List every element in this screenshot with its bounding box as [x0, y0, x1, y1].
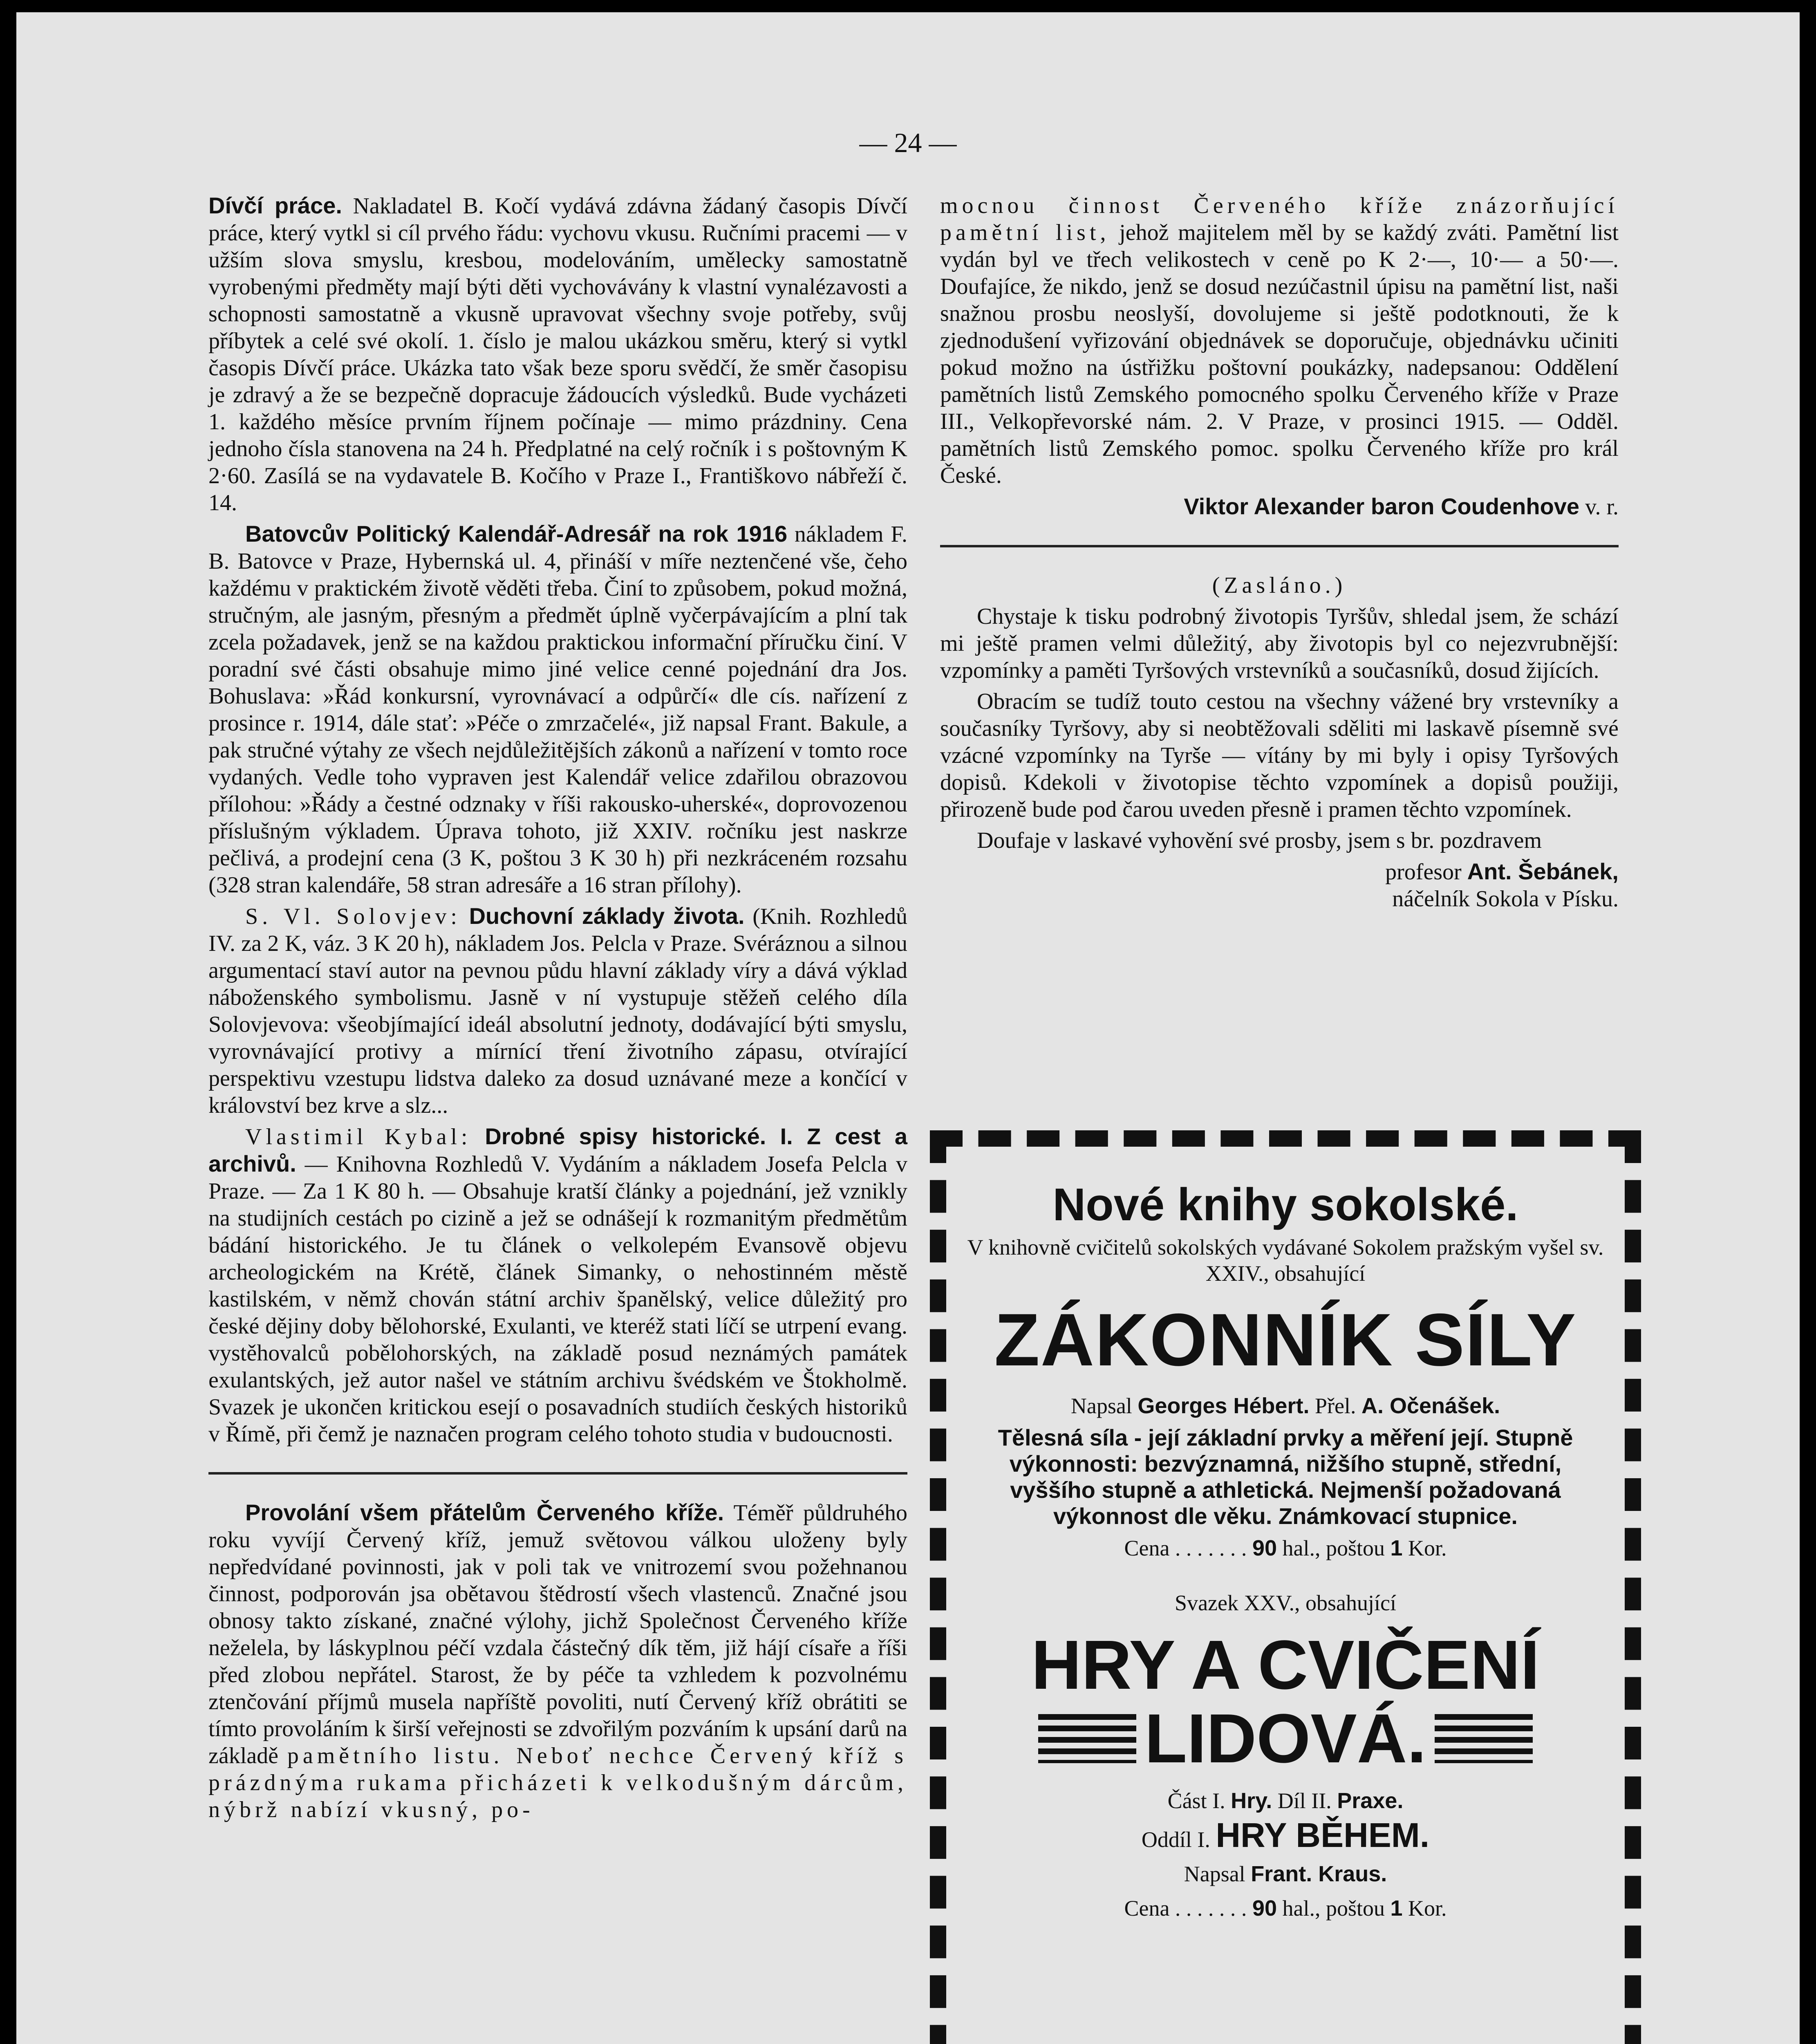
ad-dots: . . . . . . . — [1175, 1896, 1247, 1921]
page-sheet — [16, 12, 1800, 2044]
decorative-stripes — [1435, 1714, 1533, 1763]
signature-name: Ant. Šebánek, — [1467, 858, 1619, 884]
ad-section-line — [967, 1816, 1604, 1854]
ad-title-lidova: LIDOVÁ. — [1144, 1700, 1426, 1777]
article-text: (Knih. Rozhledů IV. za 2 K, váz. 3 K 20 h), nákladem Jos. Pelcla v Praze. Svéráznou a silnou argumentací staví autor na pevnou půdu hlavní základy víry a dává výklad náboženského symbolismu. Jasně v ní vystupuje stěžeň celého díla Solovjevova: všeobjímající ideál absolutní jednoty, dodávající býti smyslu, vyrovnávající protivy a mírnící tření životního zápasu, otvírající perspektivu vzestupu lidstva daleko za dosud uznávané meze a končící v království bez krve a slz... — [208, 904, 908, 1118]
article-heading: Drobné spisy historické. I. Z cest a archivů. — [208, 1123, 908, 1177]
signature-sebanek — [940, 858, 1619, 912]
zaslano-paragraph: Doufaje v laskavé vyhovění své prosby, jsem s br. pozdravem — [977, 828, 1542, 853]
article-text: jehož majitelem měl by se každý zváti. Pamětní list vydán byl ve třech velikostech v ceně po K 2·—, 10·— a 50·—. Doufajíce, že nikdo, jenž se dosud nezúčastnil úpisu na pamětní list, naši snažnou prosbu neoslyší, dovolujeme si ještě podotknouti, že k zjednodušení vyřizování objednávek se doporučuje, objednávku učiniti pokud možno na ústřižku poštovní poukázky, nadepsanou: Oddělení pamětních listů Zemského pomocného spolku Červeného kříže v Praze III., Velkopřevorské nám. 2. V Praze, v prosinci 1915. — Odděl. pamětních listů Zemského pomoc. spolku Červeného kříže pro král České. — [940, 220, 1619, 488]
zaslano-paragraph: Obracím se tudíž touto cestou na všechny vážené bry vrstevníky a současníky Tyršovy, aby si neobtěžovali sděliti mi laskavě písemně své vzácné vzpomínky na Tyrše — vítány by mi byly i opisy Tyršových dopisů. Kdekoli v životopise těchto vzpomínek a dopisů použiji, přirozeně bude pod čarou uveden přesně i pramen těchto vzpomínek. — [940, 689, 1619, 822]
ad-label: Přel. — [1314, 1394, 1356, 1418]
article-text: — Knihovna Rozhledů V. Vydáním a nákladem Josefa Pelcla v Praze. — Za 1 K 80 h. — Obsahuje kratší články a pojednání, jež vznikly na studijních cestách po cizině a jež se odnášejí k rozmanitým předmětům bádání historického. Je tu článek o velkolepém Evansově objevu archeologickém na Krétě, článek Simanky, o nehostinném městě kastilském, v němž chován státní archiv španělský, velice důležitý pro české dějiny doby bělohorské, Exulanti, ve kteréž stati líčí se utrpení evang. vystěhovalců pobělohorských, na základě posud neznámých památek exulantských, jež autor našel ve státním archivu švédském ve Štokholmě. Svazek je ukončen kritickou esejí o posavadních studiích českých historiků v Římě, při čemž je naznačen program celého tohoto studia v budoucnosti. — [208, 1152, 907, 1447]
article-text-spaced: mocnou činnost Červeného kříže znázorňující pamětní list, — [940, 193, 1619, 245]
article-text: Nakladatel B. Kočí vydává zdávna žádaný časopis Dívčí práce, který vytkl si cíl prvého řádu: vychovu vkusu. Ručními pracemi — v užším slova smyslu, kresbou, modelováním, umělecky samostatně vyrobenými předměty mají býti děti vychovávány k vlastní vynalézavosti a schopnosti samostatně a vkusně upravovat všechny svoje potřeby, svůj příbytek a celé své okolí. 1. číslo je malou ukázkou směru, který si vytkl časopis Dívčí práce. Ukázka tato však beze sporu svědčí, že směr časopisu je zdravý a že se bezpečně dopracuje žádoucích výsledků. Bude vycházeti 1. každého měsíce prvním říjnem počínaje — mimo prázdniny. Cena jednoho čísla stanovena na 24 h. Předplatné na celý ročník i s poštovným K 2·60. Zasílá se na vydavatele B. Kočího v Praze I., Františkovo nábřeží č. 14. — [208, 193, 908, 515]
ad-label: Kor. — [1408, 1536, 1447, 1560]
article-author: Vlastimil Kybal: — [245, 1124, 472, 1150]
article-batovec — [208, 520, 907, 899]
ad-title-hry: HRY A CVIČENÍ — [1031, 1626, 1540, 1704]
ad-part: Hry. — [1231, 1788, 1272, 1813]
ad-label: Cena — [1124, 1536, 1170, 1560]
article-heading: Provolání všem přátelům Červeného kříže. — [245, 1499, 724, 1525]
ad-translator: A. Očenášek. — [1361, 1394, 1500, 1418]
ad-price: 90 — [1252, 1536, 1277, 1560]
ad-label: Cena — [1124, 1896, 1170, 1921]
signature-role: náčelník Sokola v Písku. — [1392, 886, 1619, 912]
divider — [940, 545, 1619, 547]
ad-part-line — [967, 1788, 1604, 1814]
signature-title: profesor — [1385, 859, 1462, 885]
ad-title-row — [967, 1702, 1604, 1775]
ad-title-zakonnik: ZÁKONNÍK SÍLY — [994, 1298, 1577, 1381]
ad-section: HRY BĚHEM. — [1216, 1816, 1430, 1854]
article-text: Téměř půldruhého roku vyvíjí Červený kříž, jemuž světovou válkou uloženy byly nepředvídané povinnosti, jak v poli tak ve vnitrozemí svou požehnanou činnost, podporován jsa obětavou štědrostí všech vlastenců. Značné jsou obnosy takto získané, značné výlohy, jichž Společnost Červeného kříže nežel​ela, by láskyplnou péčí vzdala částečný dík těm, již hájí císaře a říši před zlobou nepřátel. Starost, že by péče ta vzhledem k pozvolnému ztenčování příjmů musela napříště povoliti, nutí Červený kříž obrátiti se tímto provoláním k širší veřejnosti se zdvořilým pozváním k upsání darů na základě — [208, 1500, 908, 1768]
article-heading: Batovcův Politický Kalendář-Adresář na rok 1916 — [245, 521, 788, 547]
article-heading: Duchovní základy života. — [469, 903, 745, 929]
divider — [208, 1472, 907, 1475]
ad-label: Část I. — [1167, 1788, 1225, 1813]
advertisement-content — [967, 1179, 1604, 1921]
article-text-spaced: pamětního listu. Neboť nechce Červený kříž s prázdnýma rukama přicházeti k velkodušným dárcům, nýbrž nabízí vkusný, po- — [208, 1743, 907, 1822]
ad-dots: . . . . . . . — [1175, 1536, 1247, 1560]
ad-label: hal., poštou — [1282, 1896, 1385, 1921]
zaslano-heading: (Zasláno.) — [1212, 573, 1347, 598]
ad-price-post: 1 — [1390, 1536, 1403, 1560]
ad-intro: V knihovně cvičitelů sokolských vydávané Sokolem pražským vyšel sv. XXIV., obsahující — [967, 1235, 1604, 1286]
article-heading: Dívčí práce. — [208, 193, 342, 218]
ad-price-line-2 — [967, 1895, 1604, 1921]
ad-author: Georges Hébert. — [1138, 1394, 1310, 1418]
signature-coudenhove — [940, 493, 1619, 520]
decorative-stripes — [1038, 1714, 1136, 1763]
signature-suffix: v. r. — [1585, 494, 1619, 520]
article-author: S. Vl. Solovjev: — [245, 904, 461, 929]
article-solovjev — [208, 903, 907, 1119]
ad-label: Díl II. — [1277, 1788, 1332, 1813]
ad-label: Napsal — [1070, 1394, 1132, 1418]
ad-author2-line — [967, 1861, 1604, 1887]
ad-price-post: 1 — [1390, 1896, 1403, 1921]
page-number: — 24 — — [859, 127, 957, 158]
ad-price: 90 — [1252, 1896, 1277, 1921]
ad-label: Kor. — [1408, 1896, 1447, 1921]
ad-label: Napsal — [1184, 1862, 1245, 1886]
ad-author-line — [967, 1393, 1604, 1419]
article-divci-prace — [208, 192, 907, 516]
right-column — [940, 192, 1619, 917]
ad-description: Tělesná síla - její základní prvky a měření její. Stupně výkonnosti: bezvýznamná, nižšího stupně, střední, vyššího stupně a athletická. Nejmenší požadovaná výkonnost dle věku. Známkovací stupnice. — [998, 1425, 1573, 1529]
ad-part: Praxe. — [1337, 1788, 1404, 1813]
ad-heading: Nové knihy sokolské. — [1052, 1179, 1518, 1230]
ad-intro2: Svazek XXV., obsahující — [1175, 1591, 1396, 1615]
article-kybal — [208, 1123, 907, 1448]
ad-price-line — [967, 1535, 1604, 1561]
article-provolani — [208, 1499, 907, 1823]
article-provolani-cont — [940, 192, 1619, 489]
zaslano-paragraph: Chystaje k tisku podrobný životopis Tyršův, shledal jsem, že schází mi ještě pramen velmi důležitý, aby životopis byl co nejezvrubnější: vzpomínky a paměti Tyršových vrstevníků a současníků, dosud žijících. — [940, 604, 1619, 683]
ad-author: Frant. Kraus. — [1251, 1862, 1387, 1886]
signature-name: Viktor Alexander baron Coudenhove — [1184, 493, 1580, 519]
article-text: nákladem F. B. Batovce v Praze, Hybernská ul. 4, přináší v míře neztenčené vše, čeho každému v praktickém životě věděti třeba. Činí to způsobem, pokud možná, stručným, ale jasným, přesným a předmět úplně vyčerpávajícím a plní tak zcela požadavek, jenž se na každou praktickou informační příručku činí. V poradní své části obsahuje mimo jiné velice cenné pojednání dra Jos. Bohuslava: »Řád konkursní, vyrovnávací a odpůrčí« dle cís. nařízení z prosince r. 1914, dále stať: »Péče o zmrzačelé«, již napsal Frant. Bakule, a pak stručné výtahy ze všech nejdůležitějších zákonů a nařízení v tomto roce vydaných. Vedle toho vypraven jest Kalendář velice zdařilou obrazovou přílohou: »Řády a čestné odznaky v říši rakousko-uherské«, doprovozenou příslušným výkladem. Úprava tohoto, již XXIV. ročníku jest naskrze pečlivá, a prodejní cena (3 K, poštou 3 K 30 h) při nezkráceném rozsahu (328 stran kalendáře, 58 stran adresáře a 16 stran přílohy). — [208, 522, 908, 898]
ad-label: hal., poštou — [1282, 1536, 1385, 1560]
advertisement-box — [930, 1130, 1641, 2044]
ad-label: Oddíl I. — [1141, 1827, 1210, 1852]
left-column — [208, 192, 907, 1827]
